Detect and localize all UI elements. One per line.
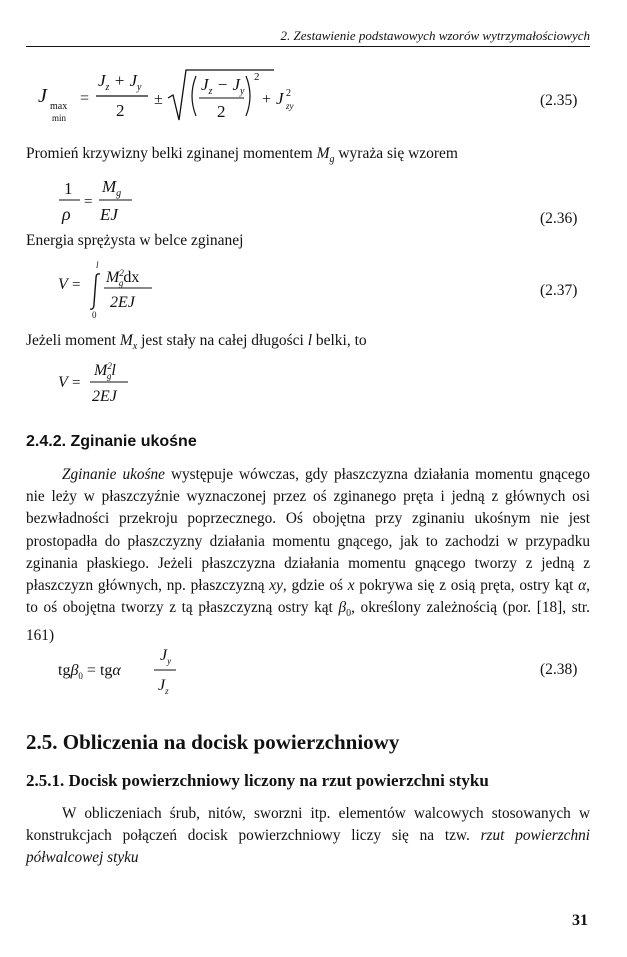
svg-text:=: =: [72, 277, 81, 293]
eq-2-35-equals: =: [80, 90, 90, 107]
eq-2-35-lhs-J: J: [38, 85, 47, 107]
svg-text:zy: zy: [286, 101, 294, 111]
eq-2-35-exp: 2: [254, 71, 260, 83]
paragraph-surface-pressure-text: W obliczeniach śrub, nitów, sworzni itp. elementów walcowych stosowanych w konstrukcjach połączeń docisk powierzchniowy liczy się na tzw.: [26, 805, 590, 845]
eq-v-num: $M^2$ gl: [94, 361, 116, 381]
eq-2-35-jzy: J: [276, 89, 284, 108]
section-heading-2-5: 2.5. Obliczenia na docisk powierzchniowy: [26, 730, 400, 754]
eq-2-36-rhs-num: $M_g$: [102, 177, 122, 199]
text-elastic-energy: Energia sprężysta w belce zginanej: [26, 232, 244, 249]
section-heading-2-4-2: 2.4.2. Zginanie ukośne: [26, 433, 197, 450]
equation-2-35: [36, 58, 336, 128]
eq-2-35-plusminus: ±: [154, 91, 163, 108]
equation-2-37: [56, 254, 216, 320]
eq-2-35-inner-den: 2: [217, 102, 226, 121]
equation-2-35-graphic: [36, 58, 336, 128]
running-header: 2. Zestawienie podstawowych wzorów wytrzymałościowych: [280, 28, 590, 43]
text-constant-moment: Jeżeli moment $M_x$ jest stały na całej długości l belki, to: [26, 332, 367, 353]
equation-number-2-38: (2.38): [540, 661, 578, 678]
eq-2-35-inner-num: $J_z - J_y$: [201, 75, 245, 97]
eq-2-36-rhs-den: EJ: [100, 205, 118, 224]
eq-2-36-lhs-den: ρ: [62, 204, 71, 224]
paragraph-oblique-bending: Zginanie ukośne występuje wówczas, gdy płaszczyzna działania momentu gnącego nie leży w płaszczyźnie wyznaczonej przez oś zginanego pręta i jedną z głównych osi bezwładności przekroju poprzecznego. Oś obojętna przy zginaniu ukośnym nie jest prostopadła do płaszczyzny działania momentu gnącego, jak to zachodzi w przypadku zginania płaskiego. Jeżeli płaszczyzna działania momentu gnącego tworzy z jedną z płaszczyzn głównych, np. płaszczyzną xy, gdzie oś x pokrywa się z osią pręta, ostry kąt α, to oś obojętna tworzy z tą płaszczyzną ostry kąt $\beta_0$, określony zależnością (por. [18], str. 161): [26, 466, 590, 645]
eq-2-37-den: 2EJ: [110, 294, 135, 311]
svg-text:=: =: [72, 375, 81, 391]
equation-number-2-35: (2.35): [540, 92, 578, 109]
eq-2-35-lhs-min: min: [52, 113, 67, 123]
section-heading-2-5-1: 2.5.1. Docisk powierzchniowy liczony na rzut powierzchni styku: [26, 771, 489, 790]
svg-text:=: =: [84, 194, 93, 210]
paragraph-surface-pressure: [26, 803, 590, 870]
paragraph-surface-pressure-term: rzut powierzchni półwalcowej styku: [26, 827, 590, 867]
equation-number-2-37: (2.37): [540, 282, 578, 299]
eq-2-37-lhs: V: [58, 276, 68, 293]
svg-text:+: +: [262, 91, 272, 108]
eq-2-37-lower-limit: 0: [92, 310, 97, 320]
eq-2-35-lhs-max: max: [50, 101, 68, 112]
eq-v-lhs: V: [58, 374, 68, 391]
eq-2-37-upper-limit: l: [96, 260, 99, 270]
eq-2-35-den: 2: [116, 101, 125, 120]
equation-v: [56, 355, 176, 415]
eq-2-37-num: $M^2$ gdx: [106, 268, 140, 288]
page-number: 31: [572, 912, 588, 929]
eq-2-38-lhs: tgβ$_0$ = tgα: [58, 662, 121, 681]
header-rule: [26, 46, 590, 47]
equation-2-38: [56, 640, 196, 702]
text-radius-of-curvature: Promień krzywizny belki zginanej momentem $M_g$ wyraża się wzorem: [26, 145, 458, 166]
eq-2-37-integral: [90, 274, 100, 309]
eq-2-38-den: $J_z$: [158, 677, 169, 696]
eq-2-36-lhs-num: 1: [64, 179, 73, 198]
eq-v-den: 2EJ: [92, 388, 117, 405]
svg-text:2: 2: [286, 88, 291, 99]
equation-number-2-36: (2.36): [540, 210, 578, 227]
eq-2-35-num: $J_z + J_y$: [98, 71, 142, 93]
eq-2-38-num: $J_y$: [160, 647, 172, 666]
equation-2-36: [56, 170, 176, 230]
